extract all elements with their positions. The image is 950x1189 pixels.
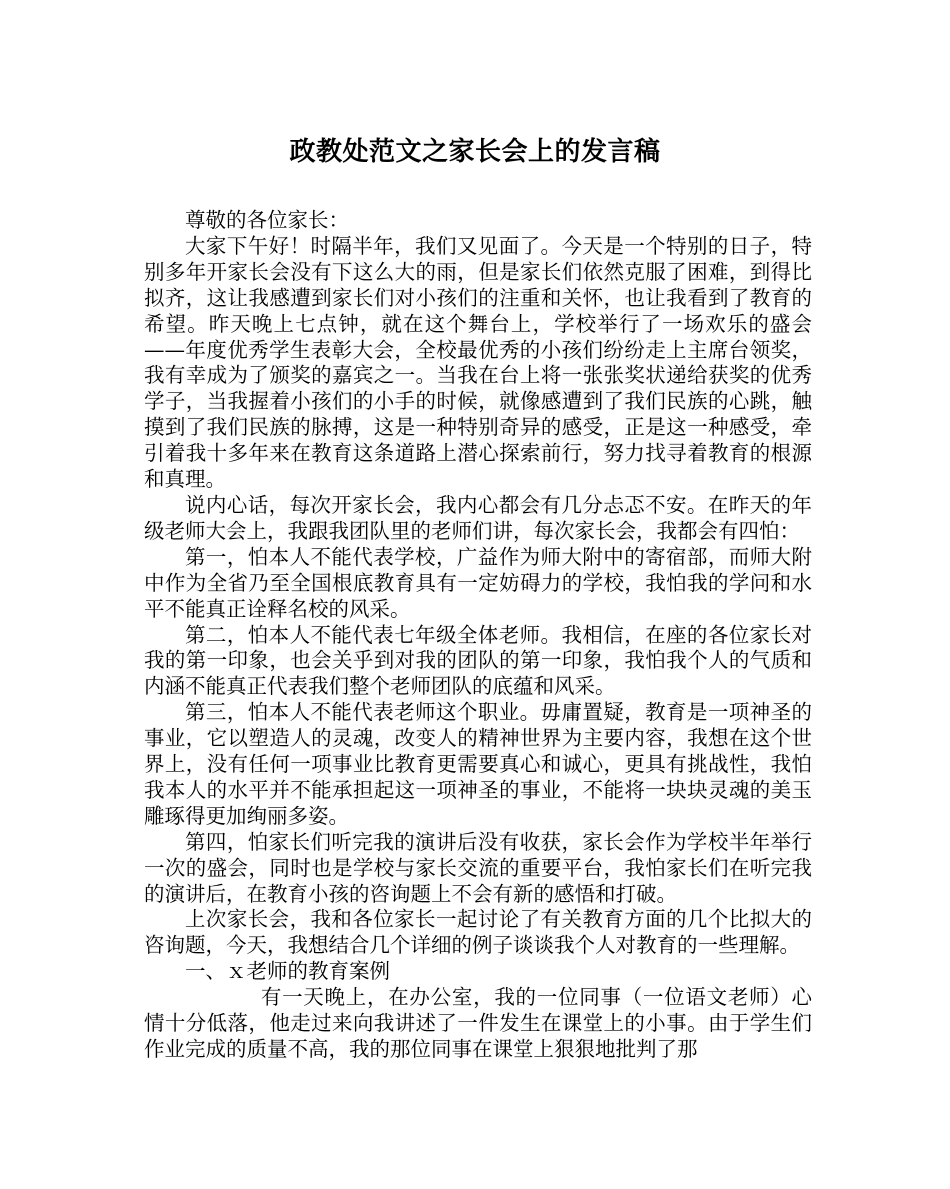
body-paragraph: 第四，怕家长们听完我的演讲后没有收获，家长会作为学校半年举行一次的盛会，同时也是学校与家长交流的重要平台，我怕家长们在听完我的演讲后，在教育小孩的咨询题上不会有新的感悟和打破。 — [144, 829, 812, 906]
body-paragraph: 有一天晚上，在办公室，我的一位同事（一位语文老师）心情十分低落，他走过来向我讲述了一件发生在课堂上的小事。由于学生们作业完成的质量不高，我的那位同事在课堂上狠狠地批判了那 — [144, 985, 812, 1061]
body-paragraph: 第一，怕本人不能代表学校，广益作为师大附中的寄宿部，而师大附中作为全省乃至全国根底教育具有一定妨碍力的学校，我怕我的学问和水平不能真正诠释名校的风采。 — [144, 544, 812, 621]
body-paragraph: 上次家长会，我和各位家长一起讨论了有关教育方面的几个比拟大的咨询题，今天，我想结合几个详细的例子谈谈我个人对教育的一些理解。 — [144, 907, 812, 958]
body-paragraph: 说内心话，每次开家长会，我内心都会有几分忐忑不安。在昨天的年级老师大会上，我跟我团队里的老师们讲，每次家长会，我都会有四怕： — [144, 492, 812, 543]
body-paragraph: 大家下午好！时隔半年，我们又见面了。今天是一个特别的日子，特别多年开家长会没有下这么大的雨，但是家长们依然克服了困难，到得比拟齐，这让我感遭到家长们对小孩们的注重和关怀，也让我看到了教育的希望。昨天晚上七点钟，就在这个舞台上，学校举行了一场欢乐的盛会——年度优秀学生表彰大会，全校最优秀的小孩们纷纷走上主席台领奖，我有幸成为了颁奖的嘉宾之一。当我在台上将一张张奖状递给获奖的优秀学子，当我握着小孩们的小手的时候，就像感遭到了我们民族的心跳，触摸到了我们民族的脉搏，这是一种特别奇异的感受，正是这一种感受，牵引着我十多年来在教育这条道路上潜心探索前行，努力找寻着教育的根源和真理。 — [144, 233, 812, 492]
document-title: 政教处范文之家长会上的发言稿 — [289, 137, 661, 167]
body-paragraph: 第二，怕本人不能代表七年级全体老师。我相信，在座的各位家长对我的第一印象，也会关乎到对我的团队的第一印象，我怕我个人的气质和内涵不能真正代表我们整个老师团队的底蕴和风采。 — [144, 622, 812, 699]
section-heading: 一、ｘ老师的教育案例 — [185, 959, 390, 984]
body-paragraph: 第三，怕本人不能代表老师这个职业。毋庸置疑，教育是一项神圣的事业，它以塑造人的灵魂，改变人的精神世界为主要内容，我想在这个世界上，没有任何一项事业比教育更需要真心和诚心，更具有挑战性，我怕我本人的水平并不能承担起这一项神圣的事业，不能将一块块灵魂的美玉雕琢得更加绚丽多姿。 — [144, 700, 812, 828]
salutation-paragraph: 尊敬的各位家长： — [185, 208, 349, 232]
document-body — [144, 208, 812, 1063]
